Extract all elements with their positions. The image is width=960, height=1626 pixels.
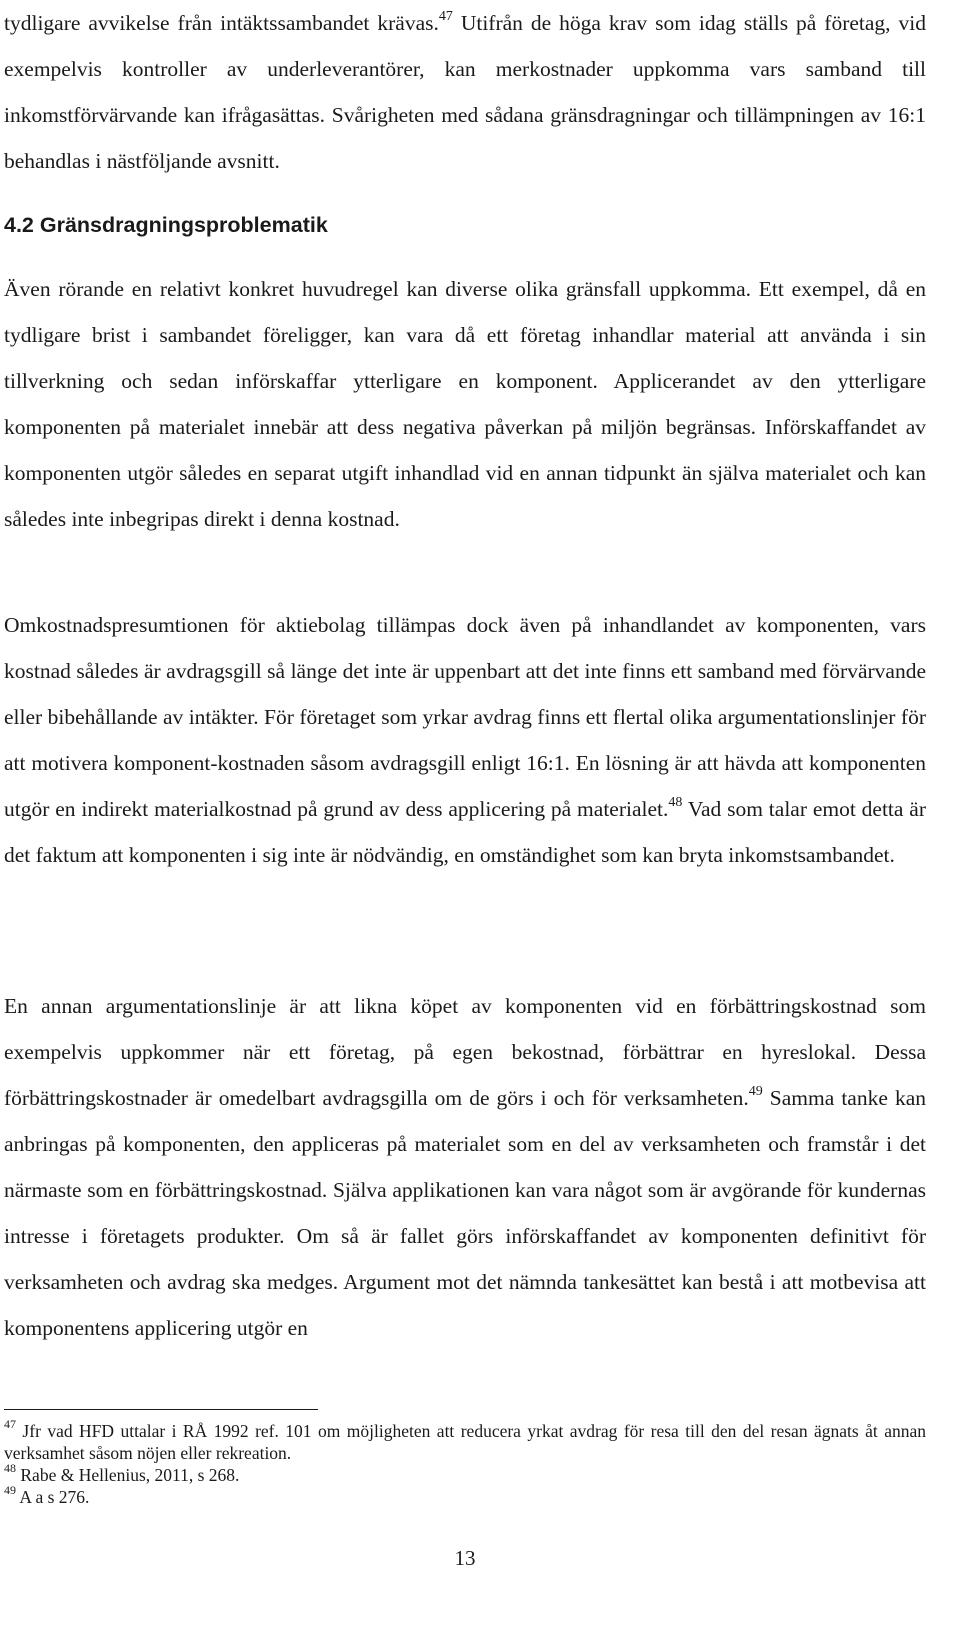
footnote-text: Jfr vad HFD uttalar i RÅ 1992 ref. 101 om möjligheten att reducera yrkat avdrag för resa till den del resan ägnats åt annan verksamhet såsom nöjen eller rekreation. — [4, 1421, 926, 1463]
paragraph-4 — [4, 983, 926, 1351]
footnotes — [4, 1417, 926, 1508]
paragraph-4-text-b: Samma tanke kan anbringas på komponenten, den appliceras på materialet som en del av verksamheten och framstår i det närmaste som en förbättringskostnad. Själva applikationen kan vara något som är avgörande för kundernas intresse i företagets produkter. Om så är fallet görs införskaffandet av komponenten definitivt för verksamheten och avdrag ska medges. Argument mot det nämnda tankesättet kan bestå i att motbevisa att komponentens applicering utgör en — [4, 1086, 926, 1340]
footnote-ref-48: 48 — [668, 794, 683, 810]
paragraph-1-text-a: tydligare avvikelse från intäktssambandet krävas. — [4, 11, 439, 35]
paragraph-3-text-b: Vad som talar emot detta är det faktum att komponenten i sig inte är nödvändig, en omständighet som kan bryta inkomstsambandet. — [4, 797, 926, 867]
footnote-ref-49: 49 — [748, 1083, 763, 1099]
footnote-ref-47: 47 — [438, 8, 453, 24]
paragraph-3-text-a: Omkostnadspresumtionen för aktiebolag tillämpas dock även på inhandlandet av komponenten, vars kostnad således är avdragsgill så länge det inte är uppenbart att det inte finns ett samband med förvärvande eller bibehållande av intäkter. För företaget som yrkar avdrag finns ett flertal olika argumentationslinjer för att motivera komponent-kostnaden såsom avdragsgill enligt 16:1. En lösning är att hävda att komponenten utgör en indirekt materialkostnad på grund av dess applicering på materialet. — [4, 613, 926, 821]
paragraph-1-text-b: Utifrån de höga krav som idag ställs på företag, vid exempelvis kontroller av underleverantörer, kan merkostnader uppkomma vars samband till inkomstförvärvande kan ifrågasättas. Svårigheten med sådana gränsdragningar och tillämpningen av 16:1 behandlas i nästföljande avsnitt. — [4, 11, 926, 173]
paragraph-1 — [4, 0, 926, 184]
footnote-separator — [4, 1409, 318, 1410]
page-number: 13 — [454, 1546, 476, 1570]
footnote-number: 47 — [4, 1417, 16, 1432]
paragraph-4-text-a: En annan argumentationslinje är att likna köpet av komponenten vid en förbättringskostnad som exempelvis uppkommer när ett företag, på egen bekostnad, förbättrar en hyreslokal. Dessa förbättringskostnader är omedelbart avdragsgilla om de görs i och för verksamheten. — [4, 994, 926, 1110]
section-heading: 4.2 Gränsdragningsproblematik — [4, 213, 328, 237]
footnote-48 — [4, 1461, 926, 1486]
footnote-49 — [4, 1483, 926, 1508]
footnote-47 — [4, 1417, 926, 1464]
footnote-text: Rabe & Hellenius, 2011, s 268. — [16, 1465, 240, 1485]
paragraph-2: Även rörande en relativt konkret huvudregel kan diverse olika gränsfall uppkomma. Ett exempel, då en tydligare brist i sambandet föreligger, kan vara då ett företag inhandlar material att använda i sin tillverkning och sedan införskaffar ytterligare en komponent. Applicerandet av den ytterligare komponenten på materialet innebär att dess negativa påverkan på miljön begränsas. Införskaffandet av komponenten utgör således en separat utgift inhandlad vid en annan tidpunkt än själva materialet och kan således inte inbegripas direkt i denna kostnad. — [4, 277, 926, 531]
footnote-text: A a s 276. — [16, 1487, 90, 1507]
footnote-number: 48 — [4, 1461, 16, 1476]
footnote-number: 49 — [4, 1483, 16, 1498]
paragraph-3 — [4, 602, 926, 878]
